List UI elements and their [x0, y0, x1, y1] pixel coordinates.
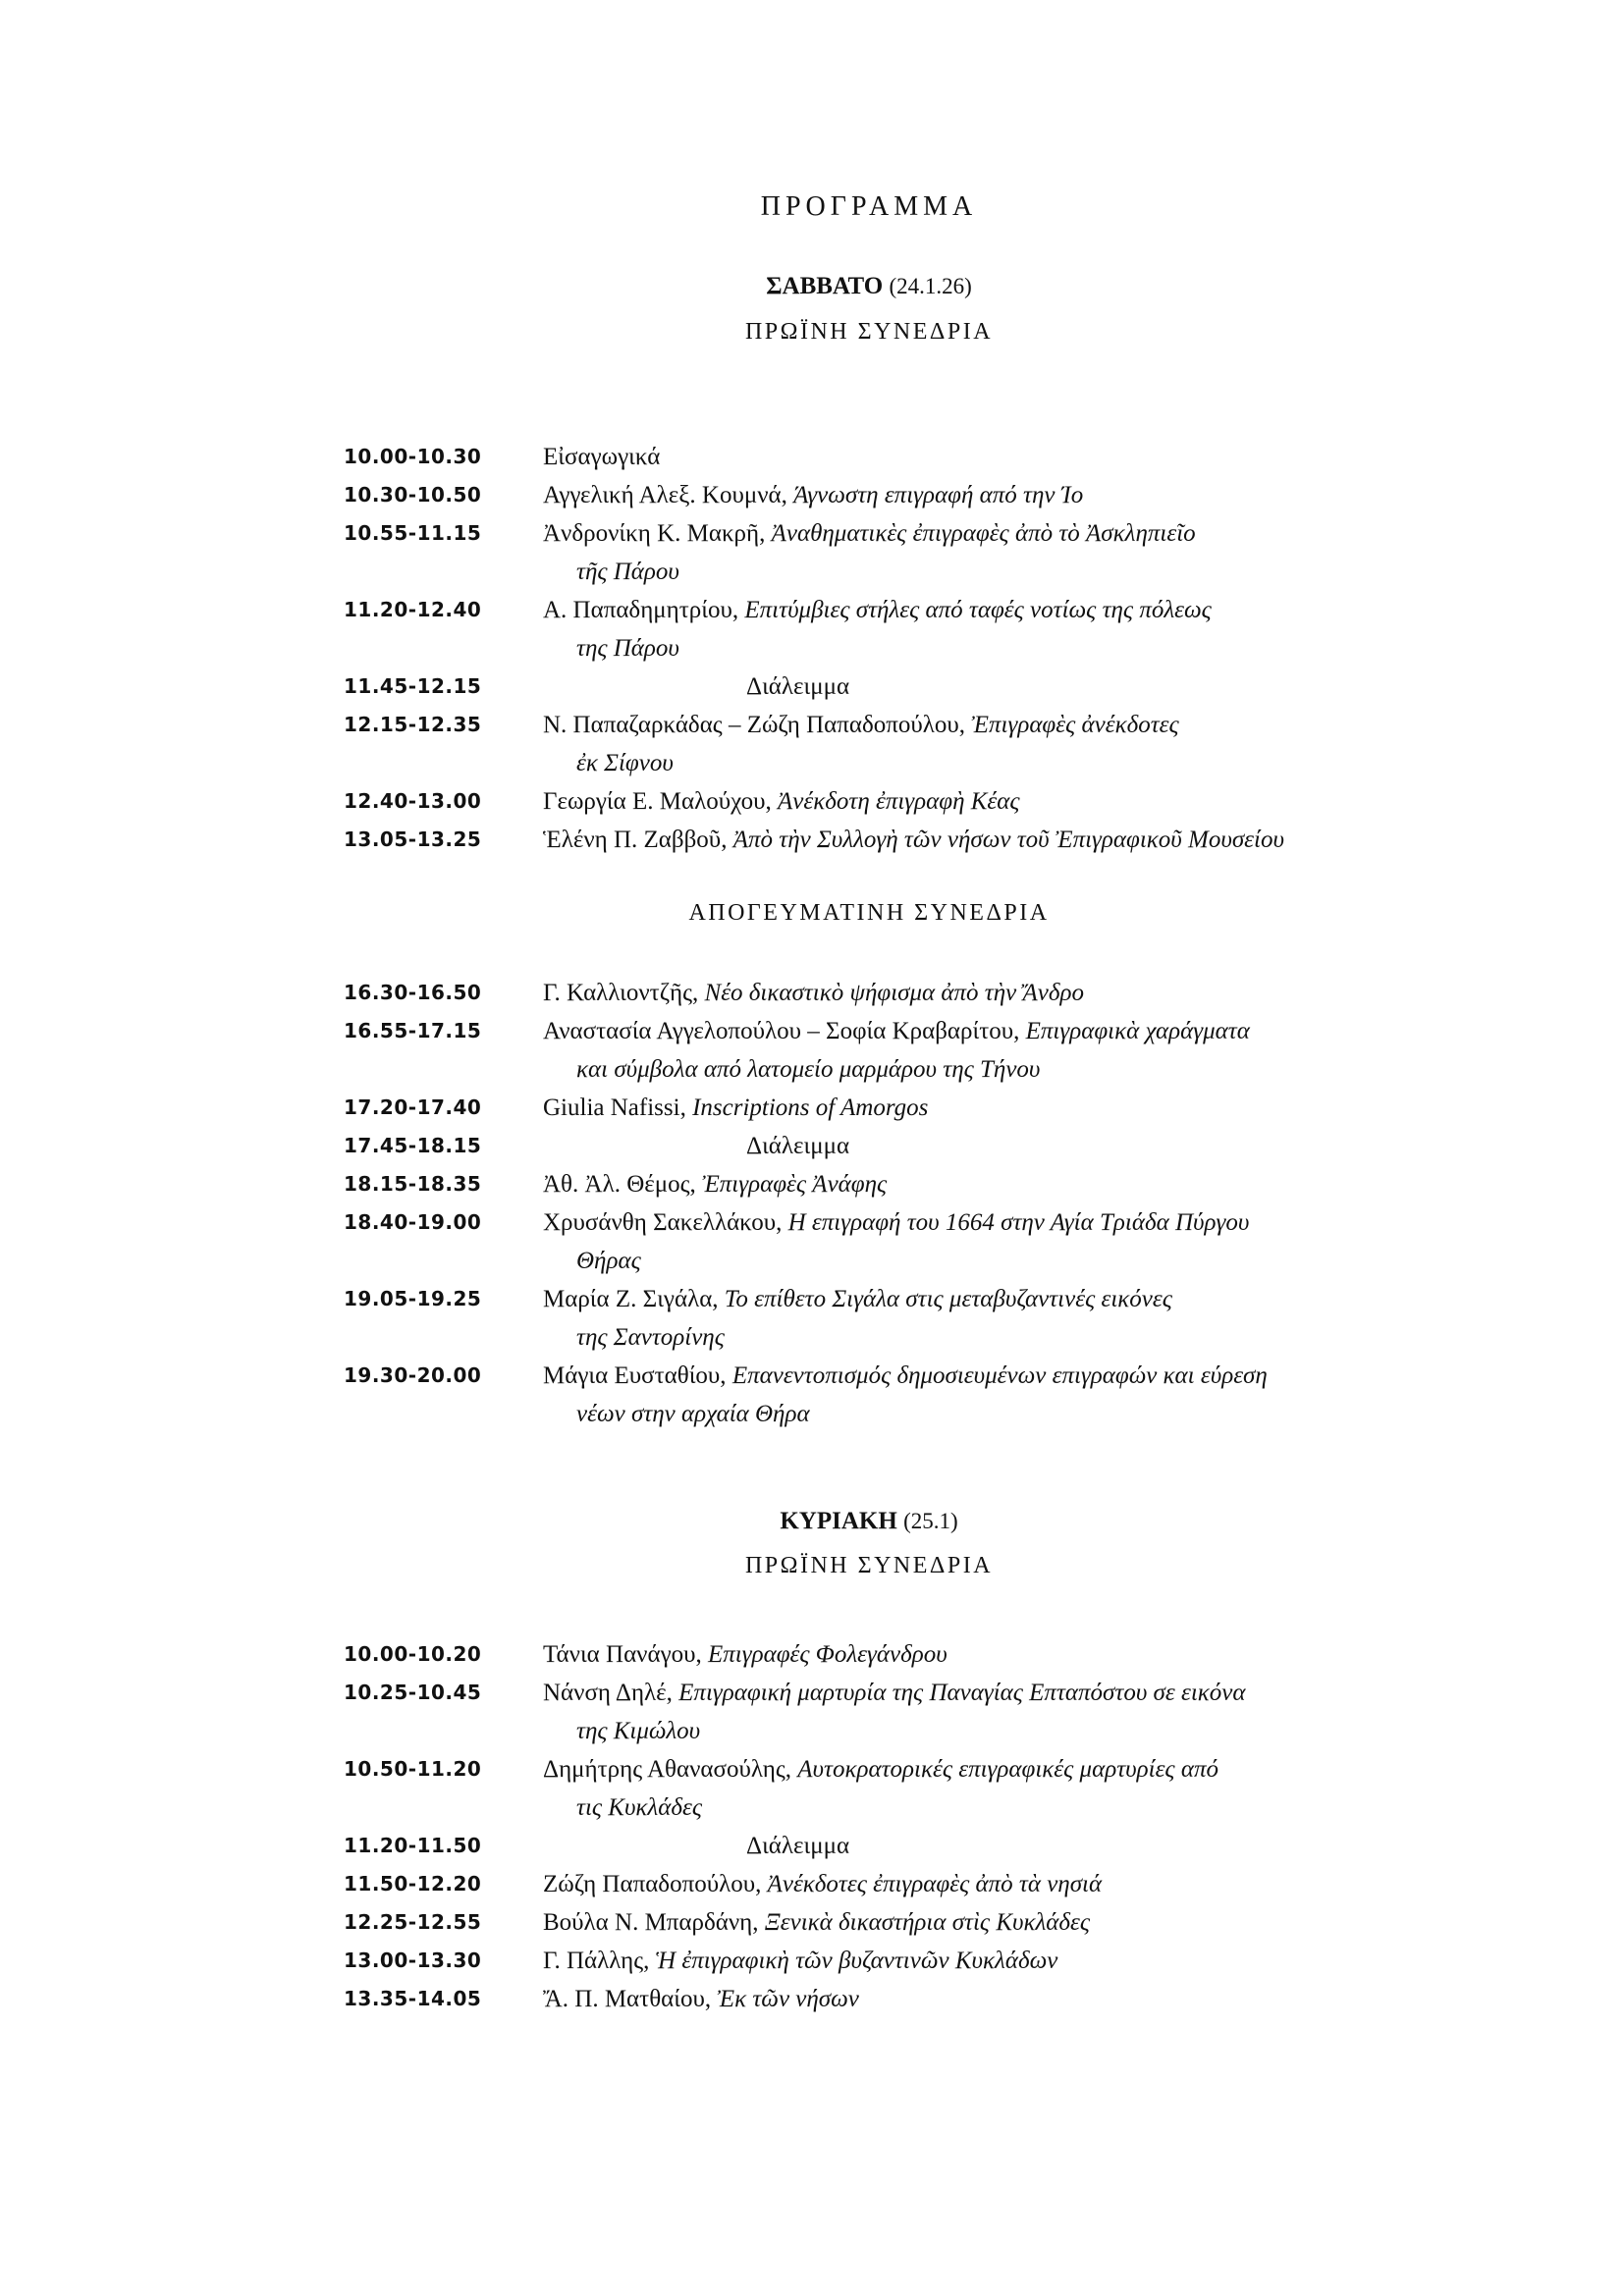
- program-item: [0, 1357, 1624, 1433]
- talk-title-continued: και σύμβολα από λατομείο μαρμάρου της Τήνου: [576, 1056, 1041, 1083]
- program-item: [0, 1980, 1624, 2018]
- speaker-name: Βούλα Ν. Μπαρδάνη,: [543, 1909, 765, 1936]
- program-item: [0, 1280, 1624, 1357]
- session-list: [0, 438, 1624, 859]
- session-heading: ΠΡΩΪΝΗ ΣΥΝΕΔΡΙΑ: [744, 1553, 994, 1578]
- day-date: (25.1): [903, 1509, 958, 1533]
- speaker-name: Μαρία Ζ. Σιγάλα,: [543, 1286, 725, 1312]
- program-item: [0, 1865, 1624, 1903]
- program-item: [0, 1165, 1624, 1203]
- talk-title: Νέο δικαστικὸ ψήφισμα ἀπὸ τὴν Ἄνδρο: [704, 980, 1084, 1006]
- talk-entry: [543, 1280, 1535, 1357]
- program-item: [0, 1203, 1624, 1280]
- time-slot: 11.45-12.15: [344, 674, 482, 698]
- time-slot: 10.55-11.15: [344, 521, 482, 545]
- day-heading-sunday: [0, 1508, 1624, 1535]
- time-slot: 10.25-10.45: [344, 1681, 482, 1704]
- talk-title: Η επιγραφή του 1664 στην Αγία Τριάδα Πύργου: [787, 1209, 1250, 1236]
- talk-entry: [543, 1635, 1535, 1674]
- program-item: [0, 476, 1624, 514]
- talk-title: Ἀπὸ τὴν Συλλογὴ τῶν νήσων τοῦ Ἐπιγραφικοῦ Μουσείου: [732, 827, 1284, 853]
- program-item: [0, 974, 1624, 1012]
- talk-title-continued: της Πάρου: [576, 635, 679, 662]
- time-slot: 11.20-11.50: [344, 1834, 482, 1857]
- talk-entry: [543, 782, 1535, 821]
- break-row: [0, 667, 1624, 706]
- time-slot: 19.30-20.00: [344, 1363, 482, 1387]
- time-slot: 10.30-10.50: [344, 483, 482, 507]
- talk-entry: [543, 821, 1535, 859]
- speaker-name: Γ. Πάλλης,: [543, 1948, 656, 1974]
- talk-entry: [543, 974, 1535, 1012]
- talk-entry: [543, 1942, 1535, 1980]
- talk-entry: [543, 1012, 1535, 1089]
- program-item: [0, 821, 1624, 859]
- time-slot: 10.50-11.20: [344, 1757, 482, 1781]
- break-row: [0, 1127, 1624, 1165]
- talk-title: Επιγραφική μαρτυρία της Παναγίας Επταπόστου σε εικόνα: [678, 1680, 1246, 1706]
- program-item: [0, 1903, 1624, 1942]
- talk-entry: [543, 1903, 1535, 1942]
- talk-title-continued: ἐκ Σίφνου: [576, 750, 674, 776]
- time-slot: 10.00-10.30: [344, 445, 482, 468]
- speaker-name: Αγγελική Αλεξ. Κουμνά,: [543, 482, 794, 508]
- talk-entry: [543, 514, 1535, 591]
- talk-title: Επιτύμβιες στήλες από ταφές νοτίως της πόλεως: [744, 597, 1212, 623]
- speaker-name: Γ. Καλλιοντζῆς,: [543, 980, 705, 1006]
- time-slot: 12.15-12.35: [344, 713, 482, 736]
- speaker-name: Ἀθ. Ἀλ. Θέμος,: [543, 1171, 703, 1198]
- talk-title: Επιγραφικὰ χαράγματα: [1025, 1018, 1250, 1044]
- program-item: [0, 1674, 1624, 1750]
- program-item: [0, 591, 1624, 667]
- time-slot: 13.00-13.30: [344, 1949, 482, 1972]
- talk-entry: [543, 1089, 1535, 1127]
- session-list: [0, 1635, 1624, 2018]
- time-slot: 16.55-17.15: [344, 1019, 482, 1042]
- program-item: [0, 1012, 1624, 1089]
- time-slot: 17.45-18.15: [344, 1134, 482, 1157]
- break-label: Διάλειμμα: [746, 673, 850, 700]
- talk-title: Ξενικὰ δικαστήρια στὶς Κυκλάδες: [764, 1909, 1091, 1936]
- time-slot: 17.20-17.40: [344, 1095, 482, 1119]
- talk-entry: [543, 438, 1535, 476]
- talk-entry: [543, 591, 1535, 667]
- talk-title-continued: τις Κυκλάδες: [576, 1794, 703, 1821]
- time-slot: 13.05-13.25: [344, 828, 482, 851]
- program-item: [0, 1635, 1624, 1674]
- day-date: (24.1.26): [889, 274, 972, 298]
- time-slot: 18.40-19.00: [344, 1210, 482, 1234]
- speaker-name: Εἰσαγωγικά: [543, 444, 661, 470]
- talk-entry: [543, 1674, 1535, 1750]
- session-heading: ΠΡΩΪΝΗ ΣΥΝΕΔΡΙΑ: [744, 319, 994, 345]
- time-slot: 18.15-18.35: [344, 1172, 482, 1196]
- speaker-name: Χρυσάνθη Σακελλάκου,: [543, 1209, 788, 1236]
- speaker-name: Ν. Παπαζαρκάδας – Ζώζη Παπαδοπούλου,: [543, 712, 972, 738]
- time-slot: 11.20-12.40: [344, 598, 482, 621]
- talk-title-continued: νέων στην αρχαία Θήρα: [576, 1401, 810, 1427]
- talk-title: Ἀναθηματικὲς ἐπιγραφὲς ἀπὸ τὸ Ἀσκληπιεῖο: [771, 520, 1196, 547]
- talk-title: Ἀνέκδοτη ἐπιγραφὴ Κέας: [778, 788, 1020, 815]
- break-label: Διάλειμμα: [746, 1833, 850, 1859]
- talk-entry: [543, 1750, 1535, 1827]
- talk-title-continued: Θήρας: [576, 1248, 641, 1274]
- speaker-name: Δημήτρης Αθανασούλης,: [543, 1756, 798, 1783]
- speaker-name: Ἄ. Π. Ματθαίου,: [543, 1986, 718, 2012]
- talk-entry: [543, 706, 1535, 782]
- talk-title: Επιγραφές Φολεγάνδρου: [708, 1641, 947, 1668]
- talk-entry: [543, 1165, 1535, 1203]
- talk-entry: [543, 1980, 1535, 2018]
- speaker-name: Giulia Nafissi,: [543, 1095, 693, 1121]
- talk-entry: [543, 1203, 1535, 1280]
- talk-title: Το επίθετο Σιγάλα στις μεταβυζαντινές εικόνες: [724, 1286, 1172, 1312]
- program-item: [0, 1750, 1624, 1827]
- time-slot: 16.30-16.50: [344, 981, 482, 1004]
- speaker-name: Ἀνδρονίκη Κ. Μακρῆ,: [543, 520, 772, 547]
- talk-title: Ἐκ τῶν νήσων: [717, 1986, 859, 2012]
- speaker-name: Αναστασία Αγγελοπούλου – Σοφία Κραβαρίτου,: [543, 1018, 1026, 1044]
- time-slot: 12.40-13.00: [344, 789, 482, 813]
- program-item: [0, 782, 1624, 821]
- speaker-name: Νάνση Δηλέ,: [543, 1680, 679, 1706]
- talk-entry: [543, 1357, 1535, 1433]
- talk-title: Inscriptions of Amorgos: [692, 1095, 929, 1121]
- speaker-name: Γεωργία Ε. Μαλούχου,: [543, 788, 779, 815]
- session-heading: ΑΠΟΓΕΥΜΑΤΙΝΗ ΣΥΝΕΔΡΙΑ: [688, 900, 1050, 926]
- program-item: [0, 1089, 1624, 1127]
- talk-title: Ἡ ἐπιγραφικὴ τῶν βυζαντινῶν Κυκλάδων: [655, 1948, 1058, 1974]
- speaker-name: Ἑλένη Π. Ζαββοῦ,: [543, 827, 733, 853]
- talk-entry: [543, 476, 1535, 514]
- program-item: [0, 438, 1624, 476]
- talk-title-continued: της Σαντορίνης: [576, 1324, 725, 1351]
- break-label: Διάλειμμα: [746, 1133, 850, 1159]
- speaker-name: Ζώζη Παπαδοπούλου,: [543, 1871, 768, 1897]
- time-slot: 13.35-14.05: [344, 1987, 482, 2010]
- program-item: [0, 706, 1624, 782]
- talk-title: Αυτοκρατορικές επιγραφικές μαρτυρίες από: [797, 1756, 1218, 1783]
- talk-title-continued: τῆς Πάρου: [576, 559, 679, 585]
- talk-title-continued: της Κιμώλου: [576, 1718, 701, 1744]
- day-heading-saturday: [0, 273, 1624, 300]
- talk-title: Ἐπιγραφὲς Ἀνάφης: [702, 1171, 888, 1198]
- time-slot: 19.05-19.25: [344, 1287, 482, 1310]
- session-list: [0, 974, 1624, 1433]
- break-row: [0, 1827, 1624, 1865]
- time-slot: 12.25-12.55: [344, 1910, 482, 1934]
- talk-title: Επανεντοπισμός δημοσιευμένων επιγραφών και εύρεση: [731, 1362, 1268, 1389]
- time-slot: 10.00-10.20: [344, 1642, 482, 1666]
- page-title: ΠΡΟΓΡΑΜΜΑ: [760, 191, 978, 222]
- speaker-name: Τάνια Πανάγου,: [543, 1641, 709, 1668]
- talk-title: Άγνωστη επιγραφή από την Ίο: [793, 482, 1084, 508]
- day-name: ΣΑΒΒΑΤΟ: [766, 273, 884, 299]
- day-name: ΚΥΡΙΑΚΗ: [780, 1508, 897, 1534]
- program-item: [0, 1942, 1624, 1980]
- talk-title: Ἀνέκδοτες ἐπιγραφὲς ἀπὸ τὰ νησιά: [767, 1871, 1103, 1897]
- talk-title: Ἐπιγραφὲς ἀνέκδοτες: [971, 712, 1179, 738]
- talk-entry: [543, 1865, 1535, 1903]
- speaker-name: Α. Παπαδημητρίου,: [543, 597, 745, 623]
- program-item: [0, 514, 1624, 591]
- speaker-name: Μάγια Ευσταθίου,: [543, 1362, 732, 1389]
- time-slot: 11.50-12.20: [344, 1872, 482, 1896]
